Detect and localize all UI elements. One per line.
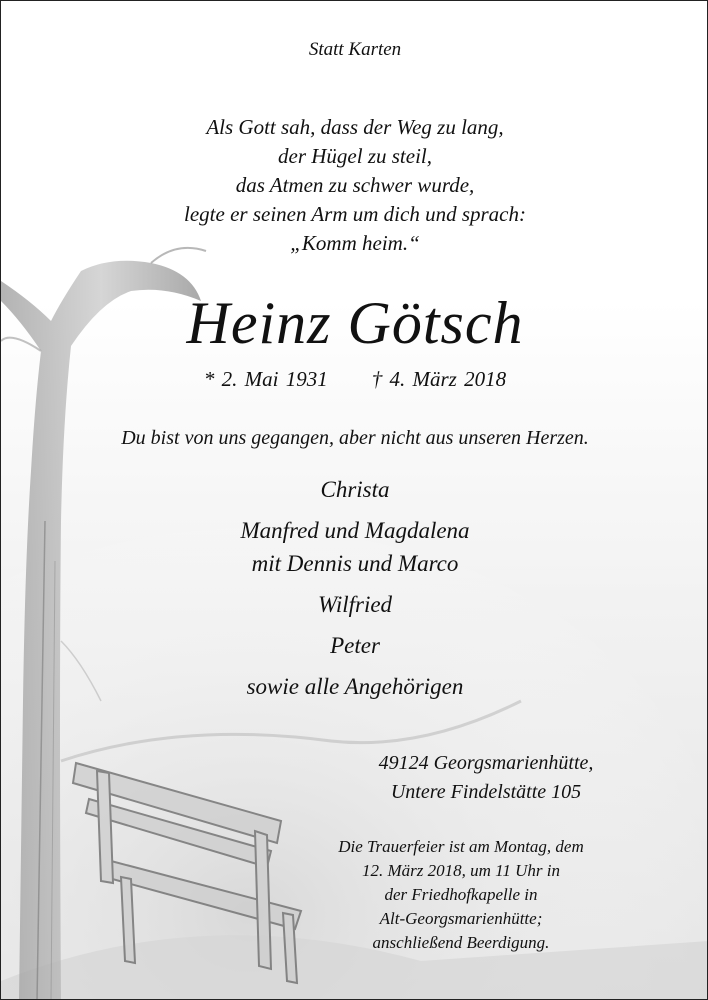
mourner-line: mit Dennis und Marco xyxy=(251,551,459,576)
mourning-address xyxy=(321,749,651,807)
address-line: Untere Findelstätte 105 xyxy=(390,781,582,803)
mourner-line: Manfred und Magdalena xyxy=(240,518,470,543)
address-line: 49124 Georgsmarienhütte, xyxy=(378,752,594,774)
motto: Du bist von uns gegangen, aber nicht aus unseren Herzen. xyxy=(121,427,589,449)
poem-line: der Hügel zu steil, xyxy=(278,144,432,168)
life-dates xyxy=(1,367,708,392)
service-line: anschließend Beerdigung. xyxy=(372,933,550,952)
service-line: der Friedhofkapelle in xyxy=(384,885,538,904)
statt-karten-note: Statt Karten xyxy=(308,39,402,60)
poem-line: Als Gott sah, dass der Weg zu lang, xyxy=(206,115,504,139)
poem xyxy=(1,113,708,258)
death-date: † 4. März 2018 xyxy=(371,367,507,391)
poem-line: „Komm heim.“ xyxy=(290,231,420,255)
funeral-service-note xyxy=(301,835,621,955)
service-line: 12. März 2018, um 11 Uhr in xyxy=(361,861,561,880)
mourner-line: Wilfried xyxy=(317,592,393,617)
mourners-list xyxy=(1,473,708,703)
service-line: Alt-Georgsmarienhütte; xyxy=(379,909,543,928)
mourner-line: Christa xyxy=(320,477,390,502)
poem-line: das Atmen zu schwer wurde, xyxy=(235,173,475,197)
service-line: Die Trauerfeier ist am Montag, dem xyxy=(338,837,584,856)
deceased-name: Heinz Götsch xyxy=(186,290,524,356)
poem-line: legte er seinen Arm um dich und sprach: xyxy=(184,202,526,226)
mourner-line: Peter xyxy=(330,633,380,658)
mourner-line: sowie alle Angehörigen xyxy=(246,674,464,699)
birth-date: * 2. Mai 1931 xyxy=(203,367,328,391)
